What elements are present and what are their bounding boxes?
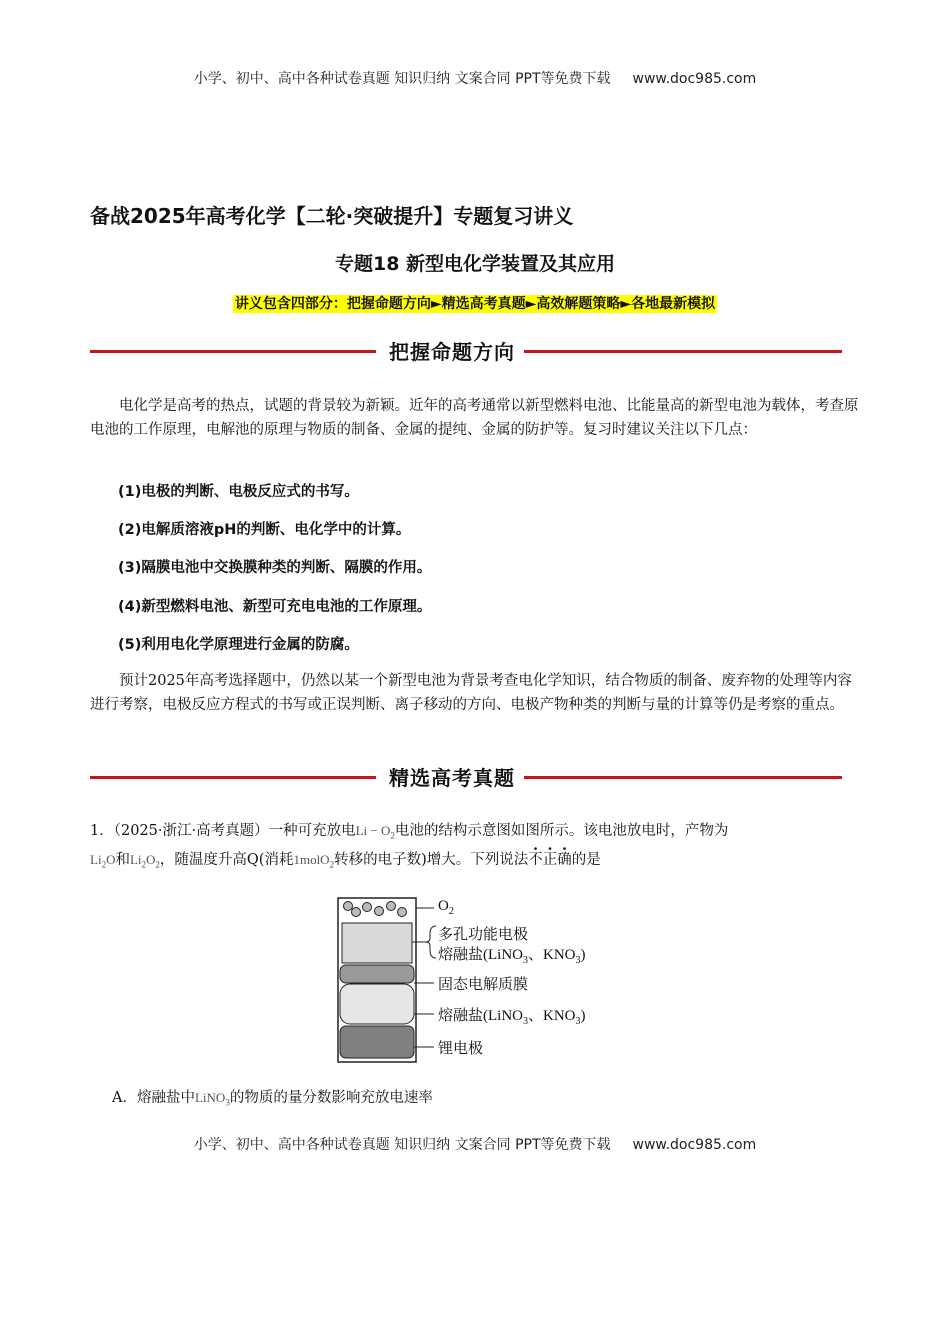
section-heading-exam [90, 762, 842, 792]
question-text: 和 [115, 851, 130, 868]
forecast-paragraph: 预计2025年高考选择题中，仍然以某一个新型电池为背景考查电化学知识，结合物质的制备、废弃物的处理等内容进行考察，电极反应方程式的书写或正误判断、离子移动的方向、电极产物种类的判断与量的计算等仍是考察的重点。 [90, 673, 852, 713]
section-heading-direction [90, 336, 842, 366]
question-text: 的是 [571, 851, 601, 868]
oxygen-bubble [398, 908, 407, 917]
question-number: 1． [90, 823, 114, 839]
footer-url[interactable]: www.doc985.com [632, 1137, 757, 1153]
formula-li2o2: $Li_2O_2$ [129, 851, 160, 870]
formula-li2o: $Li_2O$ [90, 851, 116, 870]
heading-rule-left [90, 776, 376, 779]
oxygen-bubble [352, 908, 361, 917]
header-text: 小学、初中、高中各种试卷真题 知识归纳 文案合同 PPT等免费下载 [193, 71, 611, 87]
question-source: （2025·浙江·高考真题） [113, 823, 269, 839]
outline-banner [0, 293, 950, 313]
formula-li-o2: $Li - O_2$ [355, 823, 395, 841]
label-solid-electrolyte: 固态电解质膜 [438, 977, 529, 993]
label-oxygen: $O_2$ [438, 898, 454, 917]
point-item: (5)利用电化学原理进行金属的防腐。 [118, 637, 359, 653]
label-molten-salt-bottom: 熔融盐(LiNO$_3$、$KNO_3$) [438, 1008, 586, 1027]
porous-electrode-layer [342, 923, 412, 963]
molten-salt-layer [340, 984, 414, 1024]
header-url[interactable]: www.doc985.com [632, 71, 757, 87]
heading-rule-right [524, 350, 842, 353]
question-text: 转移的电子数)增大。下列说法 [334, 851, 529, 868]
footer-text: 小学、初中、高中各种试卷真题 知识归纳 文案合同 PPT等免费下载 [193, 1137, 611, 1153]
page-footer [0, 1134, 950, 1154]
question-text: 一种可充放电 [268, 823, 356, 839]
formula-lino3: LiNO$_3$ [194, 1090, 230, 1108]
section-heading-label: 精选高考真题 [389, 766, 515, 790]
point-item: (1)电极的判断、电极反应式的书写。 [118, 484, 359, 500]
point-item: (4)新型燃料电池、新型可充电电池的工作原理。 [118, 599, 432, 615]
label-porous-electrode: 多孔功能电极 [438, 927, 529, 943]
emphasis-char: 确 [557, 851, 572, 868]
lithium-electrode [340, 1026, 414, 1058]
oxygen-bubble [387, 902, 396, 911]
oxygen-bubble [375, 907, 384, 916]
option-a-text: 的物质的量分数影响充放电速率 [229, 1090, 433, 1106]
emphasis-char: 正 [542, 851, 558, 868]
oxygen-bubble [363, 903, 372, 912]
question-text: 电池的结构示意图如图所示。该电池放电时，产物为 [394, 823, 729, 839]
formula-mol-o2: 1molO$_2$ [293, 851, 335, 870]
battery-diagram [336, 894, 636, 1066]
heading-rule-right [524, 776, 842, 779]
document-title: 备战2025年高考化学【二轮·突破提升】专题复习讲义 [90, 204, 574, 228]
brace [426, 926, 436, 958]
outline-text: 讲义包含四部分：把握命题方向►精选高考真题►高效解题策略►各地最新模拟 [234, 296, 716, 312]
solid-electrolyte-membrane [340, 965, 414, 983]
question-text: ，随温度升高Q(消耗 [159, 851, 294, 868]
point-item: (2)电解质溶液pH的判断、电化学中的计算。 [118, 522, 411, 538]
heading-rule-left [90, 350, 376, 353]
oxygen-bubble [344, 902, 353, 911]
label-molten-salt-top: 熔融盐(LiNO$_3$、$KNO_3$) [438, 947, 586, 966]
topic-title: 专题18 新型电化学装置及其应用 [334, 253, 616, 275]
option-a[interactable] [112, 1086, 433, 1108]
section-heading-label: 把握命题方向 [389, 340, 515, 364]
point-item: (3)隔膜电池中交换膜种类的判断、隔膜的作用。 [118, 560, 432, 576]
page-header [0, 68, 950, 88]
option-a-prefix: A．熔融盐中 [112, 1090, 195, 1106]
question-1 [90, 819, 870, 876]
emphasis-char: 不 [528, 851, 543, 868]
intro-paragraph: 电化学是高考的热点，试题的背景较为新颖。近年的高考通常以新型燃料电池、比能量高的新型电池为载体，考查原电池的工作原理，电解池的原理与物质的制备、金属的提纯、金属的防护等。复习时建议关注以下几点： [90, 398, 859, 438]
label-lithium-electrode: 锂电极 [438, 1041, 484, 1057]
